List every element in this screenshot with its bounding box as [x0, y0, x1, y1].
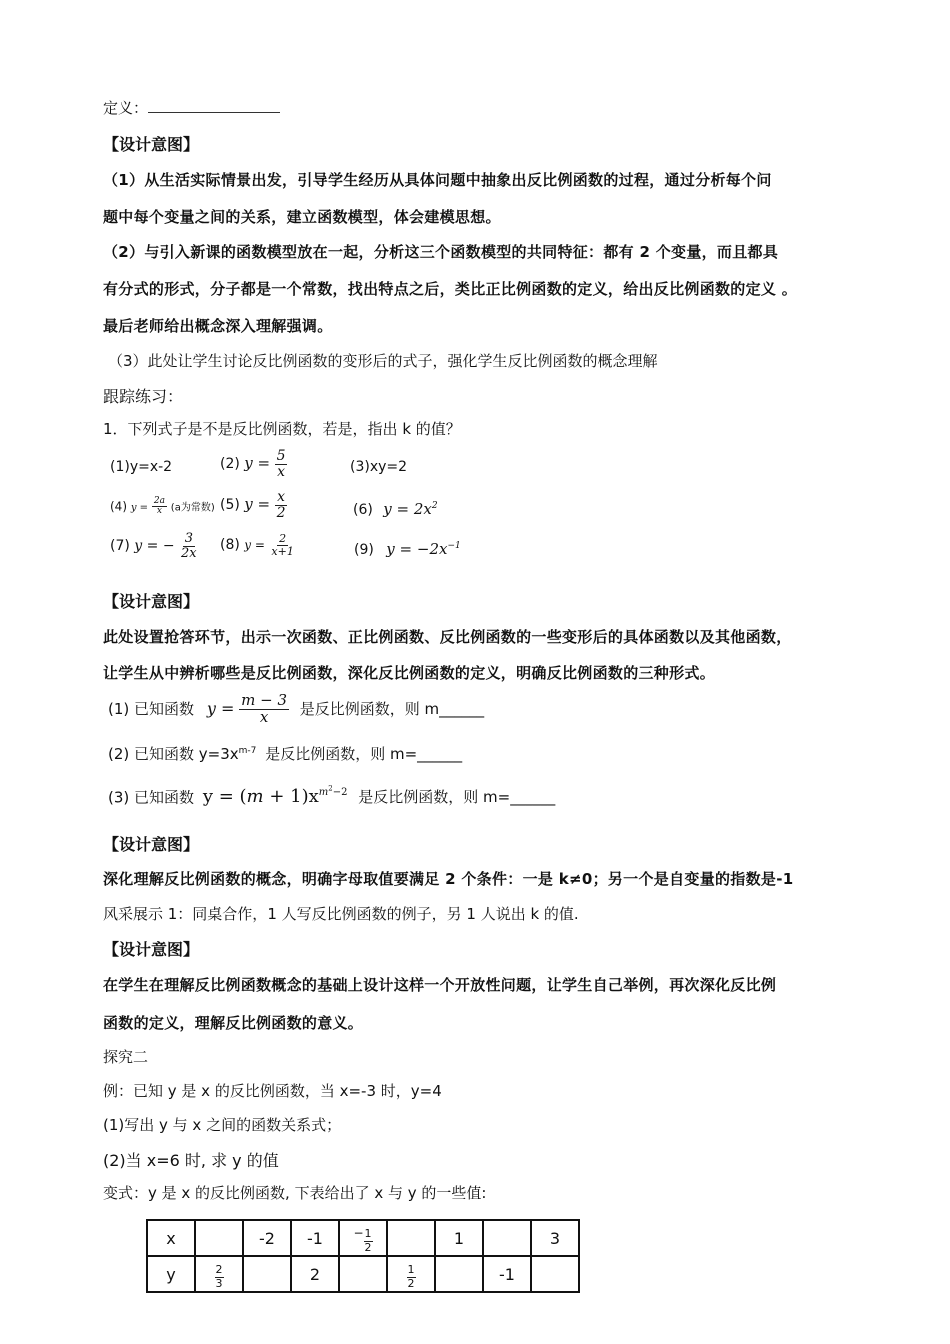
- item-6: (6) $y = 2x^2$: [353, 500, 438, 518]
- known-function-2: (2) 已知函数 $y=3x^{m-7}$ 是反比例函数，则 m=______: [108, 745, 463, 763]
- design-intent-heading-3: 【设计意图】: [103, 835, 200, 854]
- design2-line1: 此处设置抢答环节，出示一次函数、正比例函数、反比例函数的一些变形后的具体函数以及其他函数，: [103, 628, 792, 646]
- table-cell: 3: [531, 1220, 579, 1256]
- table-cell: 1: [435, 1220, 483, 1256]
- item-9: (9) $y = -2x^{-1}$: [354, 540, 461, 558]
- definition-label: 定义：: [103, 99, 149, 117]
- design1-line3: （2）与引入新课的函数模型放在一起，分析这三个函数模型的共同特征：都有 2 个变量，而且都具: [103, 243, 779, 261]
- table-cell: [339, 1256, 387, 1292]
- table-cell: [435, 1256, 483, 1292]
- design3-line2: 风采展示 1：同桌合作，1 人写反比例函数的例子，另 1 人说出 k 的值.: [103, 905, 579, 923]
- table-cell-fraction: − $\frac{1}{2}$: [339, 1220, 387, 1256]
- design-intent-heading-4: 【设计意图】: [103, 940, 200, 959]
- design-intent-heading-2: 【设计意图】: [103, 592, 200, 611]
- explore-part-1: (1)写出 y 与 x 之间的函数关系式；: [103, 1116, 342, 1134]
- explore-title: 探究二: [103, 1048, 149, 1066]
- xy-value-table: [146, 1219, 580, 1293]
- definition-line: [103, 97, 280, 118]
- definition-blank: [148, 98, 280, 113]
- item-5: (5) y = $\frac{x}{2}$: [220, 489, 286, 521]
- item-1: (1)y=x-2: [110, 459, 173, 475]
- practice-question-1: 1．下列式子是不是反比例函数，若是，指出 k 的值？: [103, 420, 461, 438]
- table-cell: x: [147, 1220, 195, 1256]
- item-2: (2) y = $\frac{5}{x}$: [220, 448, 286, 480]
- table-cell-fraction: $\frac{2}{3}$: [195, 1256, 243, 1292]
- known-function-1: (1) 已知函数 y = $\frac{m - 3}{x}$ 是反比例函数，则 m______: [108, 691, 485, 726]
- design-intent-heading: 【设计意图】: [103, 135, 200, 154]
- practice-title: 跟踪练习：: [103, 387, 184, 406]
- table-cell: 2: [291, 1256, 339, 1292]
- table-cell: [483, 1220, 531, 1256]
- design1-line4: 有分式的形式，分子都是一个常数，找出特点之后，类比正比例函数的定义，给出反比例函数的定义 。: [103, 280, 798, 298]
- design4-line1: 在学生在理解反比例函数概念的基础上设计这样一个开放性问题，让学生自己举例，再次深化反比例: [103, 976, 777, 994]
- design4-line2: 函数的定义，理解反比例函数的意义。: [103, 1014, 364, 1032]
- table-cell: -1: [291, 1220, 339, 1256]
- design1-line1: （1）从生活实际情景出发，引导学生经历从具体问题中抽象出反比例函数的过程，通过分析每个问: [103, 171, 772, 189]
- known-function-3: (3) 已知函数 $y = (m + 1)x^{m^2-2}$ 是反比例函数，则 m=______: [108, 785, 556, 808]
- table-cell-fraction: $\frac{1}{2}$: [387, 1256, 435, 1292]
- explore-variant: 变式：y 是 x 的反比例函数, 下表给出了 x 与 y 的一些值:: [103, 1184, 487, 1202]
- design1-line5: 最后老师给出概念深入理解强调。: [103, 317, 333, 335]
- table-cell: y: [147, 1256, 195, 1292]
- table-cell: [387, 1220, 435, 1256]
- design3-line1: 深化理解反比例函数的概念，明确字母取值要满足 2 个条件：一是 k≠0；另一个是自变量的指数是-1: [103, 870, 794, 888]
- item-3: (3)xy=2: [350, 459, 408, 475]
- item-7: (7) y = − $\frac{3}{2x}$: [110, 531, 197, 561]
- table-cell: [195, 1220, 243, 1256]
- design1-line6: （3）此处让学生讨论反比例函数的变形后的式子，强化学生反比例函数的概念理解: [108, 352, 658, 370]
- design2-line2: 让学生从中辨析哪些是反比例函数，深化反比例函数的定义，明确反比例函数的三种形式。: [103, 664, 716, 682]
- design1-line2: 题中每个变量之间的关系，建立函数模型，体会建模思想。: [103, 208, 501, 226]
- table-row-x: [147, 1220, 579, 1256]
- table-cell: -1: [483, 1256, 531, 1292]
- table-cell: -2: [243, 1220, 291, 1256]
- table-cell: [243, 1256, 291, 1292]
- item-4: (4) y = $\frac{2a}{x}$ (a为常数): [110, 496, 215, 517]
- explore-example: 例：已知 y 是 x 的反比例函数，当 x=-3 时，y=4: [103, 1082, 442, 1100]
- table-row-y: [147, 1256, 579, 1292]
- explore-part-2: (2)当 x=6 时, 求 y 的值: [103, 1151, 279, 1170]
- item-8: (8) y = $\frac{2}{x+1}$: [220, 532, 294, 558]
- table-cell: [531, 1256, 579, 1292]
